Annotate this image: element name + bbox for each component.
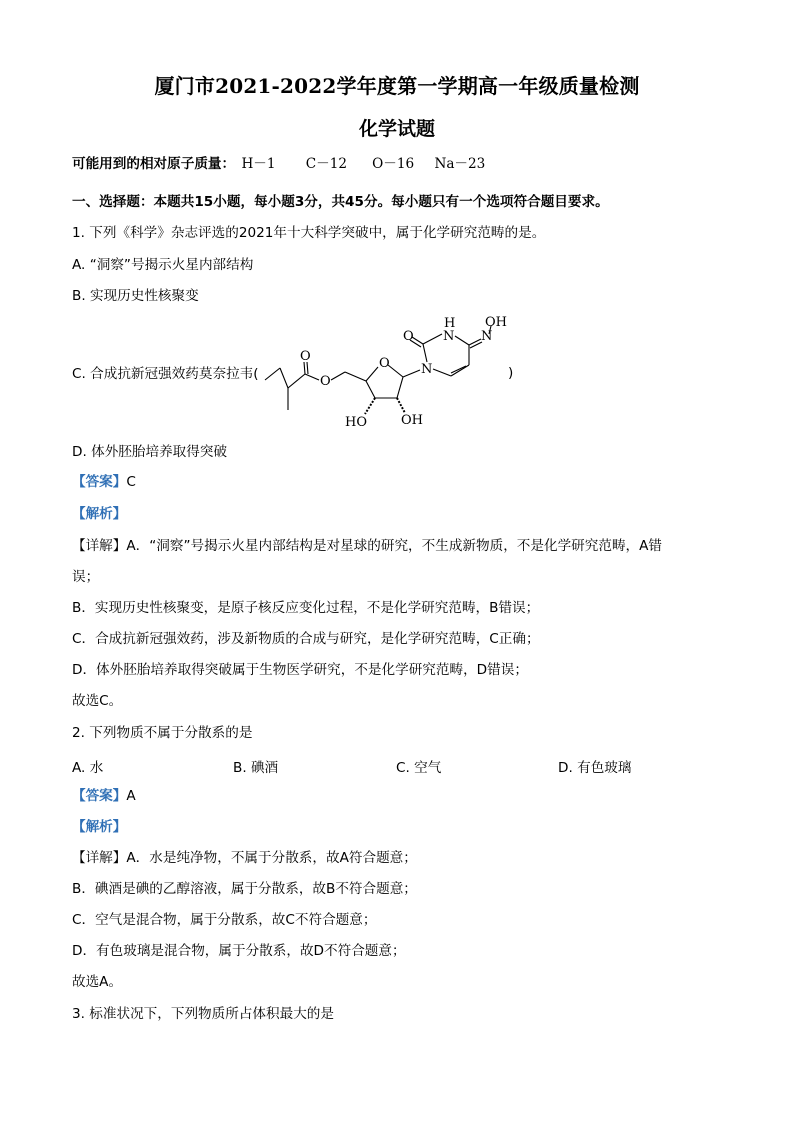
q1-detail-c: C．合成抗新冠强效药，涉及新物质的合成与研究，是化学研究范畴，C正确； [72,631,540,647]
q1-detail-d: D．体外胚胎培养取得突破属于生物医学研究，不是化学研究范畴，D错误； [72,662,528,678]
q1-detail-a-text: A．“洞察”号揭示火星内部结构是对星球的研究，不生成新物质，不是化学研究范畴，A错 [126,538,663,554]
q2-option-a: A. 水 [72,760,104,776]
mol-n3: N [443,329,455,344]
q1-answer-value: C [126,474,136,490]
q1-detail-a-2: 误； [72,569,100,585]
q2-option-c: C. 空气 [396,760,442,776]
mol-oh-right: OH [401,413,423,428]
q1-option-d: D. 体外胚胎培养取得突破 [72,444,228,460]
q1-detail-b: B．实现历史性核聚变，是原子核反应变化过程，不是化学研究范畴，B错误； [72,600,540,616]
q1-analysis-label: 【解析】 [72,506,127,522]
mol-o-carbonyl: O [300,349,311,364]
q2-detail-a-text: A．水是纯净物，不属于分散系，故A符合题意； [126,850,417,866]
q2-option-d: D. 有色玻璃 [558,760,632,776]
q1-answer [72,473,136,491]
mol-o-ring: O [379,356,390,371]
q2-conclusion: 故选A。 [72,974,123,990]
q2-detail-c: C．空气是混合物，属于分散系，故C不符合题意； [72,912,377,928]
q1-stem: 1. 下列《科学》杂志评选的2021年十大科学突破中，属于化学研究范畴的是。 [72,225,546,241]
mol-ho-left: HO [345,415,367,430]
q1-detail-a-1 [72,537,662,555]
q2-analysis-label: 【解析】 [72,819,127,835]
atomic-mass-na: Na－23 [434,156,486,172]
mol-o-ester: O [320,374,331,389]
molnupiravir-structure [255,310,515,435]
mol-n1: N [421,362,433,377]
q1-option-b: B. 实现历史性核聚变 [72,288,199,304]
q2-detail-a [72,849,417,867]
q2-answer-label: 【答案】 [72,788,127,804]
exam-title: 厦门市2021-2022学年度第一学期高一年级质量检测 [154,74,640,98]
q1-conclusion: 故选C。 [72,693,123,709]
q1-option-c-prefix: C. 合成抗新冠强效药莫奈拉韦( [72,366,259,382]
q1-detail-label: 【详解】 [72,538,127,554]
atomic-mass-line [72,155,485,173]
atomic-mass-c: C－12 [305,156,348,172]
atomic-mass-label: 可能用到的相对原子质量： [72,156,236,172]
q1-option-c-suffix: ) [508,365,514,381]
atomic-mass-h: H－1 [241,156,276,172]
mol-n-oxime: N [481,329,493,344]
section-heading: 一、选择题：本题共15小题，每小题3分，共45分。每小题只有一个选项符合题目要求。 [72,194,609,210]
q2-stem: 2. 下列物质不属于分散系的是 [72,725,253,741]
mol-h-n3: H [444,316,456,331]
q2-detail-label: 【详解】 [72,850,127,866]
mol-o-c2: O [403,329,414,344]
atomic-mass-o: O－16 [372,156,415,172]
q2-option-b: B. 碘酒 [233,760,279,776]
q2-answer-value: A [126,788,136,804]
mol-oh-oxime: OH [485,315,507,330]
q1-option-a: A. “洞察”号揭示火星内部结构 [72,257,254,273]
exam-subtitle: 化学试题 [358,118,435,140]
q2-detail-d: D．有色玻璃是混合物，属于分散系，故D不符合题意； [72,943,406,959]
q1-answer-label: 【答案】 [72,474,127,490]
q3-stem: 3. 标准状况下，下列物质所占体积最大的是 [72,1006,334,1022]
q2-answer [72,787,136,805]
q2-detail-b: B．碘酒是碘的乙醇溶液，属于分散系，故B不符合题意； [72,881,417,897]
